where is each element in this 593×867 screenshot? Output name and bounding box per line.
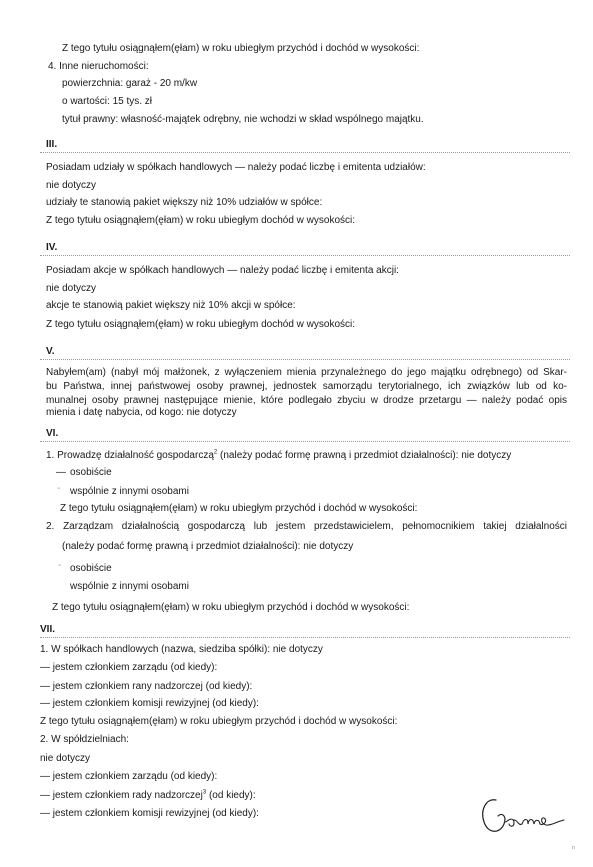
supervisory-board-text: (od kiedy): — [206, 790, 256, 801]
section-iii-heading: III. — [46, 139, 58, 150]
acquisition-text-line: Nabyłem(am) (nabył mój małżonek, z wyłączeniem mienia przynależnego do jego majątku odrębnego) od Skar- — [46, 367, 567, 378]
not-applicable: nie dotyczy — [46, 283, 97, 294]
income-line: Z tego tytułu osiągnąłem(ęłam) w roku ubiegłym dochód w wysokości: — [46, 319, 356, 330]
income-line: Z tego tytułu osiągnąłem(ęłam) w roku ubiegłym przychód i dochód w wysokości: — [40, 716, 398, 727]
business-activity-line — [46, 451, 511, 461]
shares-line: Posiadam udziały w spółkach handlowych — należy podać liczbę i emitenta udziałów: — [46, 162, 426, 173]
not-applicable: nie dotyczy — [40, 753, 91, 764]
acquisition-text-line: bu Państwa, innej państwowej osoby prawnej, jednostek samorządu terytorialnego, ich związków lub od ko- — [46, 381, 567, 392]
footnote-marker: 2 — [213, 449, 218, 456]
income-line: Z tego tytułu osiągnąłem(ęłam) w roku ubiegłym przychód i dochód w wysokości: — [52, 602, 410, 613]
acquisition-text-line: munalnej osoby prawnej następujące mienie, które podlegało zbyciu w drodze przetargu — należy podać opis — [46, 395, 567, 406]
section-vii-heading: VII. — [40, 624, 56, 635]
divider — [40, 441, 570, 442]
section-vi-heading: VI. — [46, 428, 59, 439]
management-line: 2. Zarządzam działalnością gospodarczą lub jestem przedstawicielem, pełnomocnikiem takiej działalności — [46, 521, 567, 532]
legal-title-line: tytuł prawny: własność-majątek odrębny, nie wchodzi w skład wspólnego majątku. — [62, 114, 424, 125]
income-line: Z tego tytułu osiągnąłem(ęłam) w roku ubiegłym przychód i dochód w wysokości: — [62, 43, 420, 54]
section-iv-heading: IV. — [46, 242, 58, 253]
companies-line: 1. W spółkach handlowych (nazwa, siedziba spółki): nie dotyczy — [40, 644, 323, 655]
divider — [40, 255, 570, 256]
cooperatives-line: 2. W spółdzielniach: — [40, 734, 129, 745]
page-number: n — [572, 845, 575, 851]
divider — [40, 359, 570, 360]
handwritten-signature — [478, 790, 568, 840]
audit-committee-line: — jestem członkiem komisji rewizyjnej (od kiedy): — [40, 698, 259, 709]
divider — [40, 152, 570, 153]
business-activity-text: (należy podać formę prawną i przedmiot działalności): nie dotyczy — [217, 450, 512, 461]
dash-marker: — — [56, 467, 66, 478]
jointly-line: wspólnie z innymi osobami — [70, 581, 189, 592]
jointly-line: wspólnie z innymi osobami — [70, 486, 189, 497]
stocks-package-line: akcje te stanowią pakiet większy niż 10% akcji w spółce: — [46, 300, 296, 311]
management-line: (należy podać formę prawną i przedmiot działalności): nie dotyczy — [62, 541, 354, 552]
divider — [40, 637, 570, 638]
stocks-line: Posiadam akcje w spółkach handlowych — należy podać liczbę i emitenta akcji: — [46, 265, 399, 276]
board-member-line: — jestem członkiem zarządu (od kiedy): — [40, 662, 218, 673]
not-applicable: nie dotyczy — [46, 180, 97, 191]
board-member-line: — jestem członkiem zarządu (od kiedy): — [40, 771, 218, 782]
audit-committee-line: — jestem członkiem komisji rewizyjnej (od kiedy): — [40, 808, 259, 819]
area-line: powierzchnia: garaż - 20 m/kw — [62, 78, 198, 89]
supervisory-board-line: — jestem członkiem rany nadzorczej (od kiedy): — [40, 681, 253, 692]
point-4-heading: 4. Inne nieruchomości: — [48, 61, 149, 72]
acquisition-text-line: mienia i datę nabycia, od kogo: nie dotyczy — [46, 407, 237, 418]
supervisory-board-line — [40, 791, 256, 801]
dash-marker: - — [57, 483, 61, 494]
personally-line: osobiście — [70, 467, 112, 478]
supervisory-board-text: — jestem członkiem rady nadzorczej — [40, 790, 203, 801]
personally-line: osobiście — [70, 563, 112, 574]
income-line: Z tego tytułu osiągnąłem(ęłam) w roku ubiegłym dochód w wysokości: — [46, 215, 356, 226]
shares-package-line: udziały te stanowią pakiet większy niż 10% udziałów w spółce: — [46, 197, 323, 208]
income-line: Z tego tytułu osiągnąłem(ęłam) w roku ubiegłym przychód i dochód w wysokości: — [60, 503, 418, 514]
value-line: o wartości: 15 tys. zł — [62, 96, 153, 107]
business-activity-text: 1. Prowadzę działalność gospodarczą — [46, 450, 214, 461]
section-v-heading: V. — [46, 346, 55, 357]
footnote-marker: 3 — [202, 789, 207, 796]
dash-marker: - — [58, 560, 62, 571]
